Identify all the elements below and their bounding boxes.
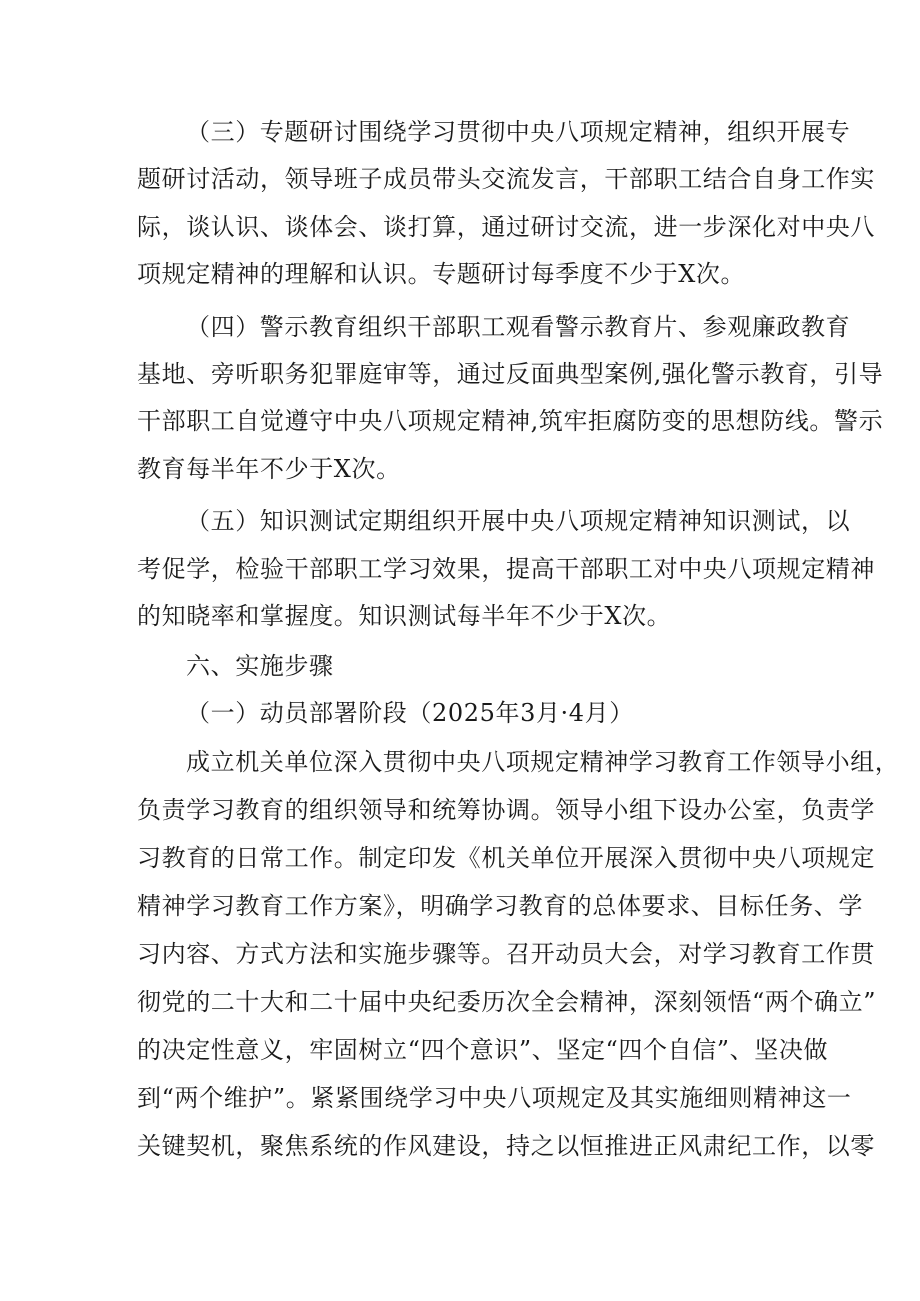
paragraph-line: 基地、旁听职务犯罪庭审等，通过反面典型案例,强化警示教育，引导	[137, 360, 884, 388]
paragraph-line: 习教育的日常工作。制定印发《机关单位开展深入贯彻中央八项规定	[137, 844, 875, 872]
paragraph-line: （五）知识测试定期组织开展中央八项规定精神知识测试，以	[186, 507, 851, 535]
paragraph-line: 习内容、方式方法和实施步骤等。召开动员大会，对学习教育工作贯	[137, 940, 875, 968]
paragraph-line: 教育每半年不少于X次。	[137, 455, 401, 483]
paragraph-line: 考促学，检验干部职工学习效果，提高干部职工对中央八项规定精神	[137, 555, 875, 583]
paragraph-line: 题研讨活动，领导班子成员带头交流发言，干部职工结合自身工作实	[137, 165, 875, 193]
paragraph-line: 关键契机，聚焦系统的作风建设，持之以恒推进正风肃纪工作，以零	[137, 1132, 875, 1160]
paragraph-line: 成立机关单位深入贯彻中央八项规定精神学习教育工作领导小组，	[186, 748, 900, 776]
paragraph-line: 精神学习教育工作方案》，明确学习教育的总体要求、目标任务、学	[137, 892, 863, 920]
paragraph-line: 负责学习教育的组织领导和统筹协调。领导小组下设办公室，负责学	[137, 796, 875, 824]
paragraph-line: 际，谈认识、谈体会、谈打算，通过研讨交流，进一步深化对中央八	[137, 213, 875, 241]
paragraph-line: 彻党的二十大和二十届中央纪委历次全会精神，深刻领悟“两个确立”	[137, 988, 877, 1016]
paragraph-line: 项规定精神的理解和认识。专题研讨每季度不少于X次。	[137, 260, 746, 288]
paragraph-line: 到“两个维护”。紧紧围绕学习中央八项规定及其实施细则精神这一	[137, 1084, 852, 1112]
paragraph-line: （三）专题研讨围绕学习贯彻中央八项规定精神，组织开展专	[186, 118, 851, 146]
paragraph-line: （四）警示教育组织干部职工观看警示教育片、参观廉政教育	[186, 313, 851, 341]
paragraph-line: 的决定性意义，牢固树立“四个意识”、坚定“四个自信”、坚决做	[137, 1036, 829, 1064]
section-heading: 六、实施步骤	[186, 652, 334, 680]
subsection-heading: （一）动员部署阶段（2025年3月·4月）	[186, 699, 634, 727]
paragraph-line: 干部职工自觉遵守中央八项规定精神,筑牢拒腐防变的思想防线。警示	[137, 407, 884, 435]
paragraph-line: 的知晓率和掌握度。知识测试每半年不少于X次。	[137, 602, 672, 630]
